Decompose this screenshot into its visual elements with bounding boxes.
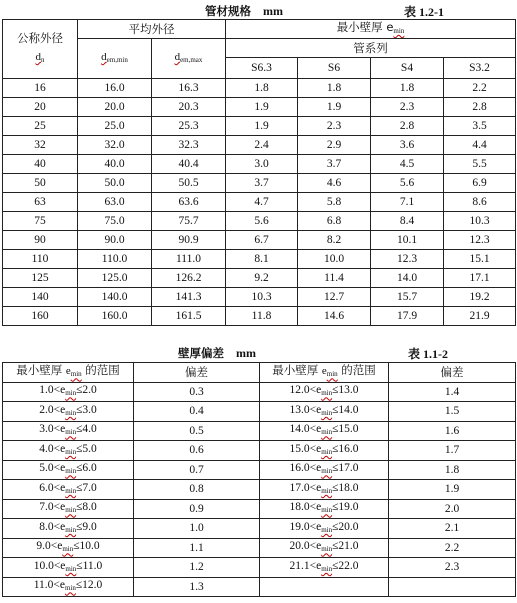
deviation-cell: 1.7 bbox=[389, 441, 516, 461]
range-header-sym: e bbox=[321, 365, 327, 378]
table-row bbox=[3, 441, 516, 461]
table-cell: 160.0 bbox=[78, 307, 152, 326]
table-cell: 141.3 bbox=[152, 288, 226, 307]
table-cell: 25.0 bbox=[78, 117, 152, 136]
table2-title: 壁厚偏差 bbox=[178, 346, 224, 360]
table-cell: 14.0 bbox=[371, 269, 444, 288]
table2-unit: mm bbox=[236, 346, 256, 360]
range-cell bbox=[260, 441, 389, 461]
table-cell: 1.8 bbox=[371, 79, 444, 98]
table-cell: 5.6 bbox=[226, 212, 298, 231]
range-low: 7.0<e bbox=[39, 501, 66, 514]
deviation-cell: 0.5 bbox=[134, 421, 260, 441]
table-cell: 1.9 bbox=[226, 98, 298, 117]
range-high: ≤4.0 bbox=[76, 423, 97, 436]
table-cell: 140.0 bbox=[78, 288, 152, 307]
range-cell bbox=[260, 402, 389, 422]
table-cell: 6.8 bbox=[298, 212, 371, 231]
table-cell: 5.8 bbox=[298, 193, 371, 212]
range-header-sub: min bbox=[70, 370, 82, 379]
range-low: 16.0<e bbox=[289, 462, 322, 475]
range-sub: min bbox=[65, 467, 77, 476]
table-cell: 90.9 bbox=[152, 231, 226, 250]
deviation-cell: 1.8 bbox=[389, 460, 516, 480]
table-cell: 17.9 bbox=[371, 307, 444, 326]
range-cell bbox=[260, 519, 389, 539]
deviation-cell: 0.7 bbox=[134, 460, 260, 480]
range-low: 17.0<e bbox=[289, 481, 322, 494]
table-row bbox=[3, 79, 516, 98]
table-cell: 5.5 bbox=[444, 155, 516, 174]
table-cell: 10.3 bbox=[444, 212, 516, 231]
deviation-cell: 0.8 bbox=[134, 480, 260, 500]
table-cell: 32.0 bbox=[78, 136, 152, 155]
table-cell: 17.1 bbox=[444, 269, 516, 288]
table-row bbox=[3, 174, 516, 193]
range-sub: min bbox=[65, 389, 77, 398]
table-row bbox=[3, 193, 516, 212]
range-sub: min bbox=[65, 408, 77, 417]
nominal-diameter-label: 公称外径 bbox=[17, 31, 63, 45]
table-row bbox=[3, 307, 516, 326]
range-cell bbox=[260, 480, 389, 500]
table-cell: 75.0 bbox=[78, 212, 152, 231]
table-row bbox=[3, 382, 516, 402]
deviation-cell: 1.4 bbox=[389, 382, 516, 402]
range-sub: min bbox=[65, 506, 77, 515]
dmax-symbol: $d_{em,max}$ bbox=[174, 51, 203, 64]
range-header-post: 的范围 bbox=[81, 363, 120, 378]
table-cell: 90 bbox=[3, 231, 78, 250]
range-low: 18.0<e bbox=[289, 501, 322, 514]
deviation-cell: 2.2 bbox=[389, 538, 516, 558]
range-low: 1.0<e bbox=[39, 384, 66, 397]
watermark bbox=[2, 584, 72, 600]
min-wall-sub: min bbox=[393, 27, 405, 35]
table-cell: 4.6 bbox=[298, 174, 371, 193]
table-cell: 5.6 bbox=[371, 174, 444, 193]
deviation-cell: 0.4 bbox=[134, 402, 260, 422]
deviation-cell: 1.6 bbox=[389, 421, 516, 441]
range-high: ≤14.0 bbox=[332, 403, 359, 416]
range-sub: min bbox=[321, 525, 333, 534]
deviation-cell: 1.9 bbox=[389, 480, 516, 500]
range-sub: min bbox=[321, 506, 333, 515]
range-high: ≤16.0 bbox=[332, 442, 359, 455]
deviation-cell: 1.2 bbox=[134, 558, 260, 578]
table-row bbox=[3, 136, 516, 155]
table-row bbox=[3, 402, 516, 422]
table-cell: 2.9 bbox=[298, 136, 371, 155]
table-row bbox=[3, 538, 516, 558]
series-s4-header: S4 bbox=[371, 58, 444, 79]
range-low: 5.0<e bbox=[39, 462, 66, 475]
deviation-cell: 2.3 bbox=[389, 558, 516, 578]
range-cell bbox=[3, 460, 134, 480]
table-cell: 11.4 bbox=[298, 269, 371, 288]
table-cell: 4.7 bbox=[226, 193, 298, 212]
table-cell: 8.2 bbox=[298, 231, 371, 250]
table-cell: 1.8 bbox=[298, 79, 371, 98]
table1-unit: mm bbox=[263, 4, 283, 18]
table-cell: 1.9 bbox=[298, 98, 371, 117]
table2-header-row bbox=[3, 363, 516, 383]
range-high: ≤10.0 bbox=[73, 540, 100, 553]
range-cell bbox=[260, 577, 389, 597]
range-high: ≤12.0 bbox=[75, 579, 103, 592]
range-high: ≤5.0 bbox=[76, 442, 97, 455]
table-cell: 2.2 bbox=[444, 79, 516, 98]
range-header-pre: 最小壁厚 bbox=[272, 363, 322, 378]
table-row bbox=[3, 480, 516, 500]
table-row bbox=[3, 421, 516, 441]
table-cell: 10.1 bbox=[371, 231, 444, 250]
table-cell: 40 bbox=[3, 155, 78, 174]
deviation-cell: 2.1 bbox=[389, 519, 516, 539]
table-cell: 16 bbox=[3, 79, 78, 98]
range-sub: min bbox=[65, 564, 77, 573]
table-cell: 16.3 bbox=[152, 79, 226, 98]
table-cell: 161.5 bbox=[152, 307, 226, 326]
range-high: ≤3.0 bbox=[76, 403, 97, 416]
table1-title: 管材规格 bbox=[205, 4, 251, 18]
table-row bbox=[3, 519, 516, 539]
table-cell: 2.8 bbox=[444, 98, 516, 117]
table-cell: 8.4 bbox=[371, 212, 444, 231]
table-cell: 20 bbox=[3, 98, 78, 117]
range-cell bbox=[260, 382, 389, 402]
table-cell: 63 bbox=[3, 193, 78, 212]
table-cell: 140 bbox=[3, 288, 78, 307]
table2-body bbox=[3, 382, 516, 597]
range-sub: min bbox=[65, 525, 77, 534]
table-row bbox=[3, 155, 516, 174]
range-high: ≤20.0 bbox=[332, 520, 359, 533]
range-low: 4.0<e bbox=[39, 442, 66, 455]
range-sub: min bbox=[64, 584, 76, 593]
table-cell: 25 bbox=[3, 117, 78, 136]
table-cell: 75.7 bbox=[152, 212, 226, 231]
table-row bbox=[3, 558, 516, 578]
table-cell: 12.3 bbox=[444, 231, 516, 250]
range-sub: min bbox=[65, 428, 77, 437]
range-low: 9.0<e bbox=[36, 540, 63, 553]
table-cell: 25.3 bbox=[152, 117, 226, 136]
range-high: ≤19.0 bbox=[332, 501, 359, 514]
table-row bbox=[3, 577, 516, 597]
series-s63-header: S6.3 bbox=[226, 58, 298, 79]
table-cell: 20.0 bbox=[78, 98, 152, 117]
table-cell: 11.8 bbox=[226, 307, 298, 326]
table-cell: 110 bbox=[3, 250, 78, 269]
range-cell bbox=[3, 558, 134, 578]
min-wall-header bbox=[226, 20, 516, 39]
table-cell: 4.5 bbox=[371, 155, 444, 174]
range-cell bbox=[3, 441, 134, 461]
range-high: ≤18.0 bbox=[332, 481, 359, 494]
table-row bbox=[3, 269, 516, 288]
pipe-spec-table bbox=[2, 19, 516, 326]
range-low: 15.0<e bbox=[289, 442, 322, 455]
table1-header-row-2 bbox=[3, 39, 516, 58]
table-cell: 63.0 bbox=[78, 193, 152, 212]
range-sub: min bbox=[321, 486, 333, 495]
series-s6-header: S6 bbox=[298, 58, 371, 79]
range-header-post: 的范围 bbox=[337, 363, 376, 378]
range-low: 2.0<e bbox=[39, 403, 66, 416]
nominal-diameter-symbol: $d_n$ bbox=[35, 51, 45, 64]
table-cell: 20.3 bbox=[152, 98, 226, 117]
range-high: ≤22.0 bbox=[332, 559, 359, 572]
range-high: ≤6.0 bbox=[76, 462, 97, 475]
range-low: 12.0<e bbox=[289, 384, 322, 397]
range-cell bbox=[3, 480, 134, 500]
table-cell: 75 bbox=[3, 212, 78, 231]
range-low: 8.0<e bbox=[39, 520, 66, 533]
table-cell: 111.0 bbox=[152, 250, 226, 269]
table-cell: 3.7 bbox=[298, 155, 371, 174]
dmax-header bbox=[152, 39, 226, 79]
range-cell bbox=[3, 538, 134, 558]
range-high: ≤17.0 bbox=[332, 462, 359, 475]
range-cell bbox=[3, 402, 134, 422]
range-low: 13.0<e bbox=[289, 403, 322, 416]
range-header-sym: e bbox=[65, 365, 71, 378]
range-sub: min bbox=[321, 564, 333, 573]
table-cell: 12.3 bbox=[371, 250, 444, 269]
table-cell: 40.0 bbox=[78, 155, 152, 174]
table-cell: 40.4 bbox=[152, 155, 226, 174]
table-cell: 2.3 bbox=[298, 117, 371, 136]
range-high: ≤13.0 bbox=[332, 384, 359, 397]
table-cell: 7.1 bbox=[371, 193, 444, 212]
range-sub: min bbox=[65, 447, 77, 456]
pipe-series-header bbox=[226, 39, 516, 58]
deviation-cell: 1.1 bbox=[134, 538, 260, 558]
table-cell: 2.4 bbox=[226, 136, 298, 155]
range-high: ≤7.0 bbox=[76, 481, 97, 494]
deviation-cell: 2.0 bbox=[389, 499, 516, 519]
nominal-diameter-header bbox=[3, 20, 78, 79]
table-cell: 2.3 bbox=[371, 98, 444, 117]
table-cell: 90.0 bbox=[78, 231, 152, 250]
range-sub: min bbox=[321, 428, 333, 437]
deviation-header-label: 偏差 bbox=[440, 364, 464, 379]
deviation-header-right bbox=[389, 363, 516, 383]
deviation-header-label: 偏差 bbox=[185, 364, 208, 379]
range-low: 11.0<e bbox=[33, 579, 65, 592]
table-cell: 3.7 bbox=[226, 174, 298, 193]
deviation-cell bbox=[389, 577, 516, 597]
range-header-left bbox=[3, 363, 134, 383]
table-cell: 10.0 bbox=[298, 250, 371, 269]
table-cell: 32 bbox=[3, 136, 78, 155]
table1-body bbox=[3, 79, 516, 326]
range-low: 20.0<e bbox=[289, 540, 322, 553]
table-cell: 12.7 bbox=[298, 288, 371, 307]
average-od-header bbox=[78, 20, 226, 39]
range-sub: min bbox=[321, 447, 333, 456]
table-row bbox=[3, 231, 516, 250]
average-od-label: 平均外径 bbox=[128, 21, 175, 36]
range-high: ≤15.0 bbox=[332, 423, 359, 436]
range-high: ≤21.0 bbox=[332, 540, 359, 553]
table-cell: 1.9 bbox=[226, 117, 298, 136]
range-high: ≤9.0 bbox=[76, 520, 97, 533]
range-cell bbox=[260, 558, 389, 578]
pipe-series-label: 管系列 bbox=[353, 40, 388, 55]
table-cell: 125.0 bbox=[78, 269, 152, 288]
dmin-header bbox=[78, 39, 152, 79]
table-row bbox=[3, 499, 516, 519]
deviation-cell: 0.3 bbox=[134, 382, 260, 402]
table-cell: 8.6 bbox=[444, 193, 516, 212]
table-cell: 3.5 bbox=[444, 117, 516, 136]
table-cell: 2.8 bbox=[371, 117, 444, 136]
range-header-right bbox=[260, 363, 389, 383]
range-cell bbox=[260, 421, 389, 441]
table-cell: 15.7 bbox=[371, 288, 444, 307]
range-header-pre: 最小壁厚 bbox=[16, 363, 66, 378]
table-cell: 1.8 bbox=[226, 79, 298, 98]
deviation-header-left bbox=[134, 363, 260, 383]
range-low: 21.1<e bbox=[289, 559, 322, 572]
table2-caption bbox=[0, 345, 517, 363]
range-header-sub: min bbox=[326, 370, 338, 379]
deviation-cell: 0.6 bbox=[134, 441, 260, 461]
table-cell: 125 bbox=[3, 269, 78, 288]
min-wall-label: 最小壁厚 e bbox=[336, 20, 394, 34]
table-cell: 6.7 bbox=[226, 231, 298, 250]
range-cell bbox=[260, 460, 389, 480]
table1-header-row-1 bbox=[3, 20, 516, 39]
table-row bbox=[3, 212, 516, 231]
range-cell bbox=[3, 519, 134, 539]
deviation-cell: 1.0 bbox=[134, 519, 260, 539]
table-cell: 32.3 bbox=[152, 136, 226, 155]
wall-deviation-table bbox=[2, 362, 516, 597]
table-cell: 10.3 bbox=[226, 288, 298, 307]
table-row bbox=[3, 117, 516, 136]
table-cell: 15.1 bbox=[444, 250, 516, 269]
table-cell: 110.0 bbox=[78, 250, 152, 269]
table2-title-group bbox=[178, 345, 256, 361]
range-sub: min bbox=[65, 486, 77, 495]
table-cell: 63.6 bbox=[152, 193, 226, 212]
table-cell: 3.0 bbox=[226, 155, 298, 174]
table1-title-group bbox=[205, 3, 283, 19]
table-row bbox=[3, 250, 516, 269]
table-cell: 50 bbox=[3, 174, 78, 193]
table-cell: 50.5 bbox=[152, 174, 226, 193]
table-cell: 50.0 bbox=[78, 174, 152, 193]
range-low: 3.0<e bbox=[39, 423, 66, 436]
table-cell: 3.6 bbox=[371, 136, 444, 155]
table2-number: 表 1.1-2 bbox=[408, 347, 448, 361]
range-high: ≤8.0 bbox=[76, 501, 97, 514]
table-cell: 6.9 bbox=[444, 174, 516, 193]
table-row bbox=[3, 288, 516, 307]
table-cell: 16.0 bbox=[78, 79, 152, 98]
table-cell: 21.9 bbox=[444, 307, 516, 326]
range-high: ≤2.0 bbox=[76, 384, 97, 397]
table-cell: 19.2 bbox=[444, 288, 516, 307]
range-cell bbox=[3, 421, 134, 441]
range-low: 19.0<e bbox=[289, 520, 322, 533]
table-cell: 126.2 bbox=[152, 269, 226, 288]
deviation-cell: 0.9 bbox=[134, 499, 260, 519]
dmin-symbol: $d_{em,min}$ bbox=[101, 51, 128, 64]
deviation-cell: 1.3 bbox=[134, 577, 260, 597]
table-cell: 160 bbox=[3, 307, 78, 326]
range-sub: min bbox=[321, 545, 333, 554]
deviation-cell: 1.5 bbox=[389, 402, 516, 422]
table-cell: 9.2 bbox=[226, 269, 298, 288]
range-cell bbox=[3, 382, 134, 402]
table-cell: 14.6 bbox=[298, 307, 371, 326]
range-sub: min bbox=[321, 389, 333, 398]
range-sub: min bbox=[321, 408, 333, 417]
table-row bbox=[3, 98, 516, 117]
range-cell bbox=[260, 538, 389, 558]
table1-number: 表 1.2-1 bbox=[404, 5, 444, 19]
range-sub: min bbox=[321, 467, 333, 476]
series-s32-header: S3.2 bbox=[444, 58, 516, 79]
table-cell: 4.4 bbox=[444, 136, 516, 155]
range-low: 6.0<e bbox=[39, 481, 66, 494]
range-cell bbox=[3, 499, 134, 519]
range-low: 10.0<e bbox=[33, 559, 66, 572]
range-cell bbox=[260, 499, 389, 519]
range-low: 14.0<e bbox=[289, 423, 322, 436]
range-high: ≤11.0 bbox=[76, 559, 103, 572]
table-row bbox=[3, 460, 516, 480]
table-cell: 8.1 bbox=[226, 250, 298, 269]
range-sub: min bbox=[62, 545, 74, 554]
